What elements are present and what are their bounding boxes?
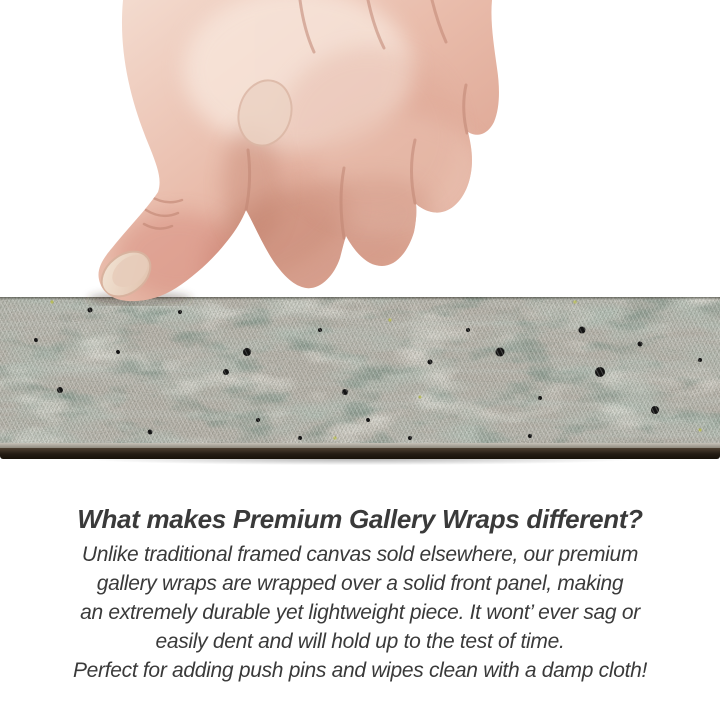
caption-line-3: an extremely durable yet lightweight piece. It wont’ ever sag or	[80, 601, 640, 624]
hand-thumb-press-photo	[68, 0, 514, 306]
caption-line-2: gallery wraps are wrapped over a solid front panel, making	[96, 572, 624, 595]
caption-heading: What makes Premium Gallery Wraps different?	[77, 504, 643, 534]
canvas-wrap-edge-photo	[0, 297, 720, 443]
caption	[0, 503, 720, 685]
caption-line-4: easily dent and will hold up to the test of time.	[155, 630, 565, 653]
caption-line-1: Unlike traditional framed canvas sold elsewhere, our premium	[81, 543, 639, 566]
caption-line-5: Perfect for adding push pins and wipes clean with a damp cloth!	[72, 659, 648, 682]
canvas-underside-edge	[0, 448, 720, 459]
canvas-texture	[0, 297, 720, 443]
canvas-drop-shadow	[6, 459, 714, 467]
